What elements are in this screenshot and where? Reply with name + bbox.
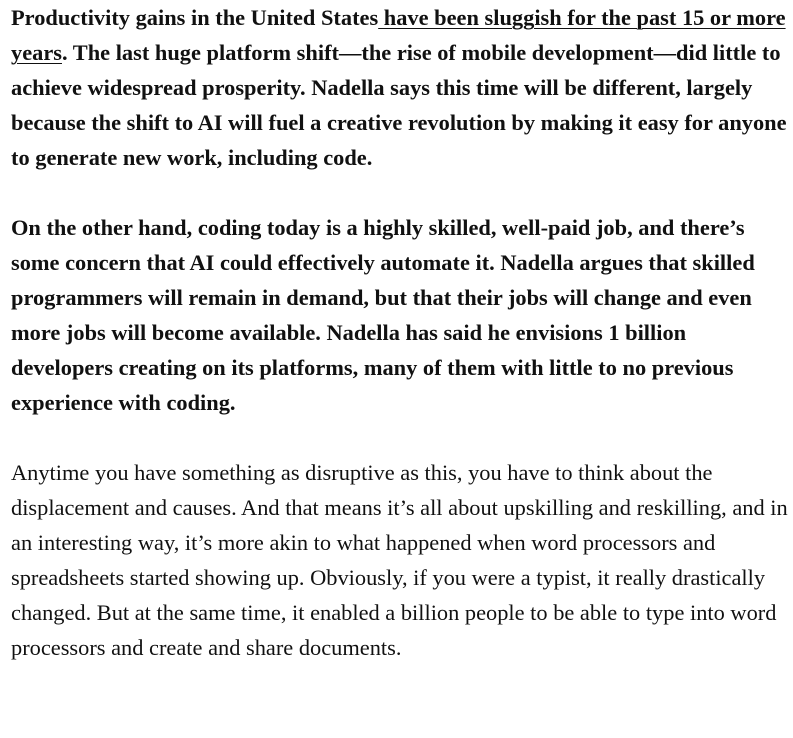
paragraph-intro-rest: . The last huge platform shift—the rise of mobile development—did little to achieve widespread prosperity. Nadella says this time will be different, largely because the shift to AI will fuel a creative revolution by making it easy for anyone to generate new work, including code. <box>11 40 787 170</box>
paragraph-intro-lead: Productivity gains in the United States <box>11 5 379 30</box>
productivity-link[interactable]: have been sluggish for the past 15 or more years <box>11 5 786 65</box>
paragraph-intro <box>11 0 789 175</box>
article-body <box>11 0 789 665</box>
paragraph-coding: On the other hand, coding today is a highly skilled, well-paid job, and there’s some concern that AI could effectively automate it. Nadella argues that skilled programmers will remain in demand, but that their jobs will change and even more jobs will become available. Nadella has said he envisions 1 billion developers creating on its platforms, many of them with little to no previous experience with coding. <box>11 215 755 415</box>
paragraph-quote: Anytime you have something as disruptive as this, you have to think about the displacement and causes. And that means it’s all about upskilling and reskilling, and in an interesting way, it’s more akin to what happened when word processors and spreadsheets started showing up. Obviously, if you were a typist, it really drastically changed. But at the same time, it enabled a billion people to be able to type into word processors and create and share documents. <box>11 460 788 660</box>
